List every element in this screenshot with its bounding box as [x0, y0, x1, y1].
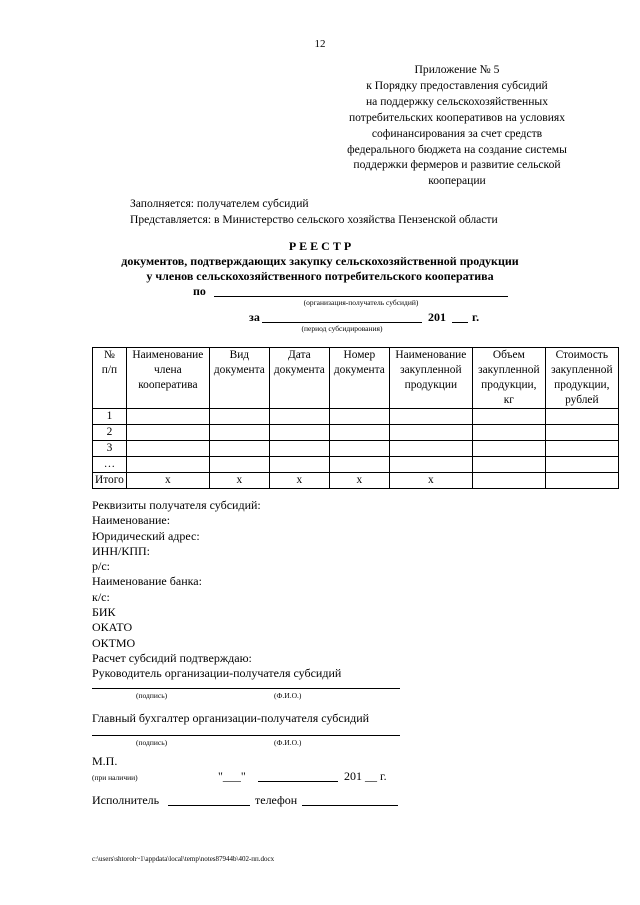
- table-cell[interactable]: [472, 473, 545, 489]
- header-cell-doc-date: Дата документа: [269, 348, 329, 409]
- page-number: 12: [314, 38, 326, 50]
- table-row: [93, 441, 619, 457]
- chief-accountant-label: Главный бухгалтер организации-получателя субсидий: [92, 711, 370, 725]
- director-signature-line[interactable]: [92, 688, 400, 689]
- table-cell[interactable]: [269, 409, 329, 425]
- date-day[interactable]: "___": [218, 769, 246, 783]
- table-cell[interactable]: [545, 409, 618, 425]
- table-cell[interactable]: [472, 409, 545, 425]
- total-label: Итого: [93, 473, 127, 489]
- header-cell-product: Наименование закупленной продукции: [389, 348, 472, 409]
- requisites-line: Юридический адрес:: [92, 528, 200, 543]
- table-cell[interactable]: [269, 457, 329, 473]
- phone-line[interactable]: [302, 805, 398, 806]
- table-cell[interactable]: [126, 425, 209, 441]
- org-caption: (организация-получатель субсидий): [303, 298, 419, 307]
- table-cell: x: [329, 473, 389, 489]
- table-row: [93, 425, 619, 441]
- table-cell[interactable]: [329, 425, 389, 441]
- appendix-line: федерального бюджета на создание системы: [347, 142, 567, 156]
- header-cell-cost: Стоимость закупленной продукции, рублей: [545, 348, 618, 409]
- table-cell: …: [93, 457, 127, 473]
- table-cell[interactable]: [389, 425, 472, 441]
- accountant-podpis-caption: (подпись): [136, 738, 168, 747]
- accountant-fio-caption: (Ф.И.О.): [274, 738, 302, 747]
- organization-line[interactable]: [214, 296, 508, 297]
- requisites-line: Реквизиты получателя субсидий:: [92, 498, 261, 512]
- table-cell[interactable]: [389, 409, 472, 425]
- requisites-line: Расчет субсидий подтверждаю:: [92, 650, 252, 665]
- table-cell[interactable]: [329, 409, 389, 425]
- table-cell[interactable]: [209, 457, 269, 473]
- table-cell[interactable]: [329, 441, 389, 457]
- header-cell-doc-type: Вид документа: [209, 348, 269, 409]
- requisites-line: Наименование:: [92, 513, 171, 528]
- date-month-line[interactable]: [258, 781, 338, 782]
- appendix-line: на поддержку сельскохозяйственных: [365, 94, 549, 108]
- table-cell[interactable]: [389, 441, 472, 457]
- phone-label: телефон: [255, 793, 298, 807]
- table-cell: 3: [93, 441, 127, 457]
- za-label: за: [249, 310, 260, 324]
- filled-by: Заполняется: получателем субсидий: [130, 197, 309, 210]
- table-cell[interactable]: [126, 409, 209, 425]
- header-cell-member: Наименование члена кооператива: [126, 348, 209, 409]
- fill-info: [130, 196, 498, 228]
- table-cell: 2: [93, 425, 127, 441]
- year-label: 201: [428, 310, 446, 324]
- table-cell[interactable]: [126, 457, 209, 473]
- header-cell-number: № п/п: [93, 348, 127, 409]
- table-cell: x: [209, 473, 269, 489]
- table-cell[interactable]: [126, 441, 209, 457]
- appendix-header: [332, 62, 582, 189]
- table-cell[interactable]: [545, 473, 618, 489]
- table-cell[interactable]: [389, 457, 472, 473]
- director-podpis-caption: (подпись): [136, 691, 168, 700]
- register-title-line1: документов, подтверждающих закупку сельскохозяйственной продукции: [121, 254, 519, 268]
- requisites-line: к/с:: [92, 589, 110, 604]
- register-table: [92, 347, 619, 489]
- requisites-block: [92, 498, 341, 682]
- requisites-line: р/с:: [92, 559, 110, 574]
- table-cell: 1: [93, 409, 127, 425]
- register-title-line2: у членов сельскохозяйственного потребительского кооператива: [146, 269, 494, 283]
- table-header-row: [93, 348, 619, 409]
- executor-label: Исполнитель: [92, 793, 160, 807]
- header-cell-doc-number: Номер документа: [329, 348, 389, 409]
- accountant-signature-line[interactable]: [92, 735, 400, 736]
- register-heading: Р Е Е С Т Р: [288, 239, 352, 253]
- header-cell-volume: Объем закупленной продукции, кг: [472, 348, 545, 409]
- year-line[interactable]: [452, 322, 468, 323]
- table-cell[interactable]: [329, 457, 389, 473]
- table-cell: x: [126, 473, 209, 489]
- footer-path: c:\users\shtoroh~1\appdata\local\temp\notes87944b\402-пп.docx: [92, 855, 275, 863]
- requisites-line: Руководитель организации-получателя субсидий: [92, 666, 342, 681]
- year-suffix: г.: [472, 310, 480, 324]
- submitted-to: Представляется: в Министерство сельского хозяйства Пензенской области: [130, 213, 498, 226]
- appendix-line: Приложение № 5: [414, 63, 500, 76]
- requisites-line: ИНН/КПП:: [92, 543, 151, 558]
- table-cell: x: [389, 473, 472, 489]
- appendix-line: потребительских кооперативов на условиях: [348, 110, 566, 124]
- requisites-line: ОКАТО: [92, 620, 133, 635]
- requisites-line: ОКТМО: [92, 635, 136, 650]
- appendix-line: поддержки фермеров и развитие сельской: [353, 158, 561, 172]
- director-fio-caption: (Ф.И.О.): [274, 691, 302, 700]
- table-cell: x: [269, 473, 329, 489]
- requisites-line: БИК: [92, 605, 116, 620]
- period-line[interactable]: [262, 322, 422, 323]
- table-cell[interactable]: [472, 441, 545, 457]
- table-cell[interactable]: [545, 457, 618, 473]
- table-cell[interactable]: [269, 425, 329, 441]
- table-cell[interactable]: [209, 409, 269, 425]
- po-label: по: [193, 284, 206, 298]
- table-cell[interactable]: [269, 441, 329, 457]
- appendix-line: софинансирования за счет средств: [371, 126, 543, 140]
- table-cell[interactable]: [545, 425, 618, 441]
- executor-line[interactable]: [168, 805, 250, 806]
- mp-label: М.П.: [92, 754, 118, 768]
- table-cell[interactable]: [209, 425, 269, 441]
- table-cell[interactable]: [209, 441, 269, 457]
- date-year[interactable]: 201 __ г.: [344, 769, 387, 783]
- table-row: [93, 409, 619, 425]
- table-cell[interactable]: [472, 457, 545, 473]
- if-present-caption: (при наличии): [92, 773, 138, 782]
- total-row: [93, 473, 619, 489]
- requisites-line: Наименование банка:: [92, 574, 202, 589]
- table-cell[interactable]: [545, 441, 618, 457]
- table-cell[interactable]: [472, 425, 545, 441]
- appendix-line: кооперации: [428, 174, 486, 188]
- period-caption: (период субсидирования): [301, 324, 383, 333]
- appendix-line: к Порядку предоставления субсидий: [366, 78, 548, 92]
- table-row: [93, 457, 619, 473]
